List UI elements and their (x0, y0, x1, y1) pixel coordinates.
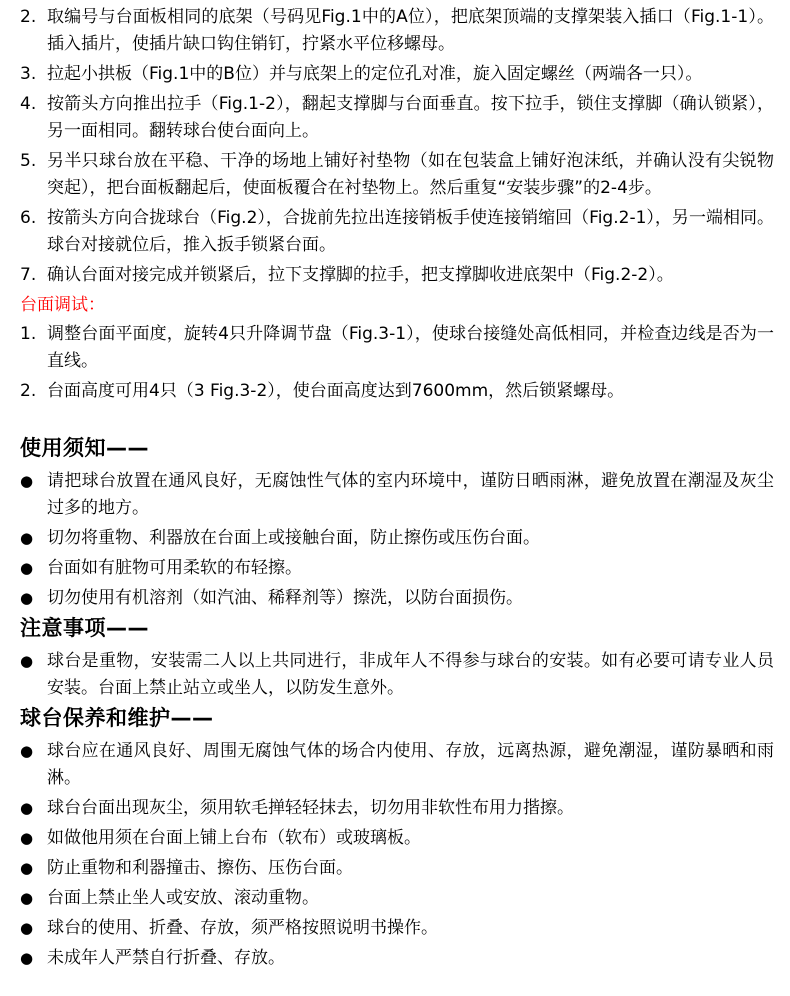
step-text: 另半只球台放在平稳、干净的场地上铺好衬垫物（如在包装盒上铺好泡沫纸，并确认没有尖锐物突起），把台面板翻起后，使面板覆合在衬垫物上。然后重复“安装步骤”的2-4步。 (47, 151, 774, 198)
bullet-text: 如做他用须在台面上铺上台布（软布）或玻璃板。 (47, 828, 421, 848)
step-number: 6. (20, 208, 37, 228)
heading-table-adjustment: 台面调试： (20, 295, 105, 315)
assembly-step (20, 205, 774, 259)
bullet-item (20, 555, 774, 582)
bullet-icon: ● (20, 799, 34, 817)
bullet-item (20, 915, 774, 942)
bullet-text: 台面上禁止坐人或安放、滚动重物。 (47, 888, 319, 908)
step-text: 按箭头方向合拢球台（Fig.2），合拢前先拉出连接销板手使连接销缩回（Fig.2-1），另一端相同。球台对接就位后，推入扳手锁紧台面。 (47, 208, 774, 255)
step-text: 按箭头方向推出拉手（Fig.1-2），翻起支撑脚与台面垂直。按下拉手，锁住支撑脚（确认锁紧），另一面相同。翻转球台使台面向上。 (47, 94, 774, 141)
step-number: 4. (20, 94, 37, 114)
bullet-icon: ● (20, 529, 34, 547)
bullet-item (20, 825, 774, 852)
bullet-text: 球台的使用、折叠、存放，须严格按照说明书操作。 (47, 918, 438, 938)
bullet-item (20, 945, 774, 972)
bullet-text: 切勿使用有机溶剂（如汽油、稀释剂等）擦洗，以防台面损伤。 (47, 588, 523, 608)
step-number: 2. (20, 381, 37, 401)
bullet-icon: ● (20, 472, 34, 490)
adjustment-steps-list (20, 321, 774, 405)
bullet-text: 台面如有脏物可用柔软的布轻擦。 (47, 558, 302, 578)
bullet-icon: ● (20, 949, 34, 967)
bullet-icon: ● (20, 589, 34, 607)
step-text: 拉起小拱板（Fig.1中的B位）并与底架上的定位孔对准，旋入固定螺丝（两端各一只）。 (47, 64, 703, 84)
bullet-text: 切勿将重物、利器放在台面上或接触台面，防止擦伤或压伤台面。 (47, 528, 540, 548)
bullet-icon: ● (20, 559, 34, 577)
bullet-item (20, 525, 774, 552)
bullet-item (20, 795, 774, 822)
bullet-text: 请把球台放置在通风良好，无腐蚀性气体的室内环境中，谨防日晒雨淋，避免放置在潮湿及灰尘过多的地方。 (47, 471, 774, 518)
bullet-icon: ● (20, 742, 34, 760)
bullet-item (20, 738, 774, 792)
bullet-icon: ● (20, 829, 34, 847)
bullet-item (20, 585, 774, 612)
assembly-step (20, 4, 774, 58)
bullet-item (20, 648, 774, 702)
bullet-icon: ● (20, 652, 34, 670)
bullet-icon: ● (20, 919, 34, 937)
adjustment-step (20, 321, 774, 375)
bullet-icon: ● (20, 889, 34, 907)
assembly-step (20, 61, 774, 88)
bullet-item (20, 885, 774, 912)
bullet-item (20, 855, 774, 882)
step-text: 取编号与台面板相同的底架（号码见Fig.1中的A位），把底架顶端的支撑架装入插口（Fig.1-1）。插入插片，使插片缺口钩住销钉，拧紧水平位移螺母。 (47, 7, 774, 54)
bullet-item (20, 468, 774, 522)
heading-cautions: 注意事项—— (20, 616, 149, 640)
assembly-steps-list (20, 4, 774, 289)
bullet-text: 球台应在通风良好、周围无腐蚀气体的场合内使用、存放，远离热源，避免潮湿，谨防暴晒和雨淋。 (47, 741, 774, 788)
bullet-text: 未成年人严禁自行折叠、存放。 (47, 948, 285, 968)
step-text: 确认台面对接完成并锁紧后，拉下支撑脚的拉手，把支撑脚收进底架中（Fig.2-2）。 (47, 265, 674, 285)
bullet-text: 球台台面出现灰尘，须用软毛掸轻轻抹去，切勿用非软性布用力揩擦。 (47, 798, 574, 818)
heading-usage-notes: 使用须知—— (20, 436, 149, 460)
step-text: 调整台面平面度，旋转4只升降调节盘（Fig.3-1），使球台接缝处高低相同，并检查边线是否为一直线。 (47, 324, 774, 371)
step-number: 1. (20, 324, 37, 344)
assembly-step (20, 148, 774, 202)
assembly-step (20, 262, 774, 289)
bullet-text: 球台是重物，安装需二人以上共同进行，非成年人不得参与球台的安装。如有必要可请专业人员安装。台面上禁止站立或坐人，以防发生意外。 (47, 651, 774, 698)
step-number: 5. (20, 151, 37, 171)
step-number: 3. (20, 64, 37, 84)
step-number: 2. (20, 7, 37, 27)
bullet-icon: ● (20, 859, 34, 877)
adjustment-step (20, 378, 774, 405)
heading-maintenance: 球台保养和维护—— (20, 706, 214, 730)
assembly-step (20, 91, 774, 145)
bullet-text: 防止重物和利器撞击、擦伤、压伤台面。 (47, 858, 353, 878)
step-text: 台面高度可用4只（3 Fig.3-2），使台面高度达到7600mm，然后锁紧螺母。 (47, 381, 625, 401)
step-number: 7. (20, 265, 37, 285)
